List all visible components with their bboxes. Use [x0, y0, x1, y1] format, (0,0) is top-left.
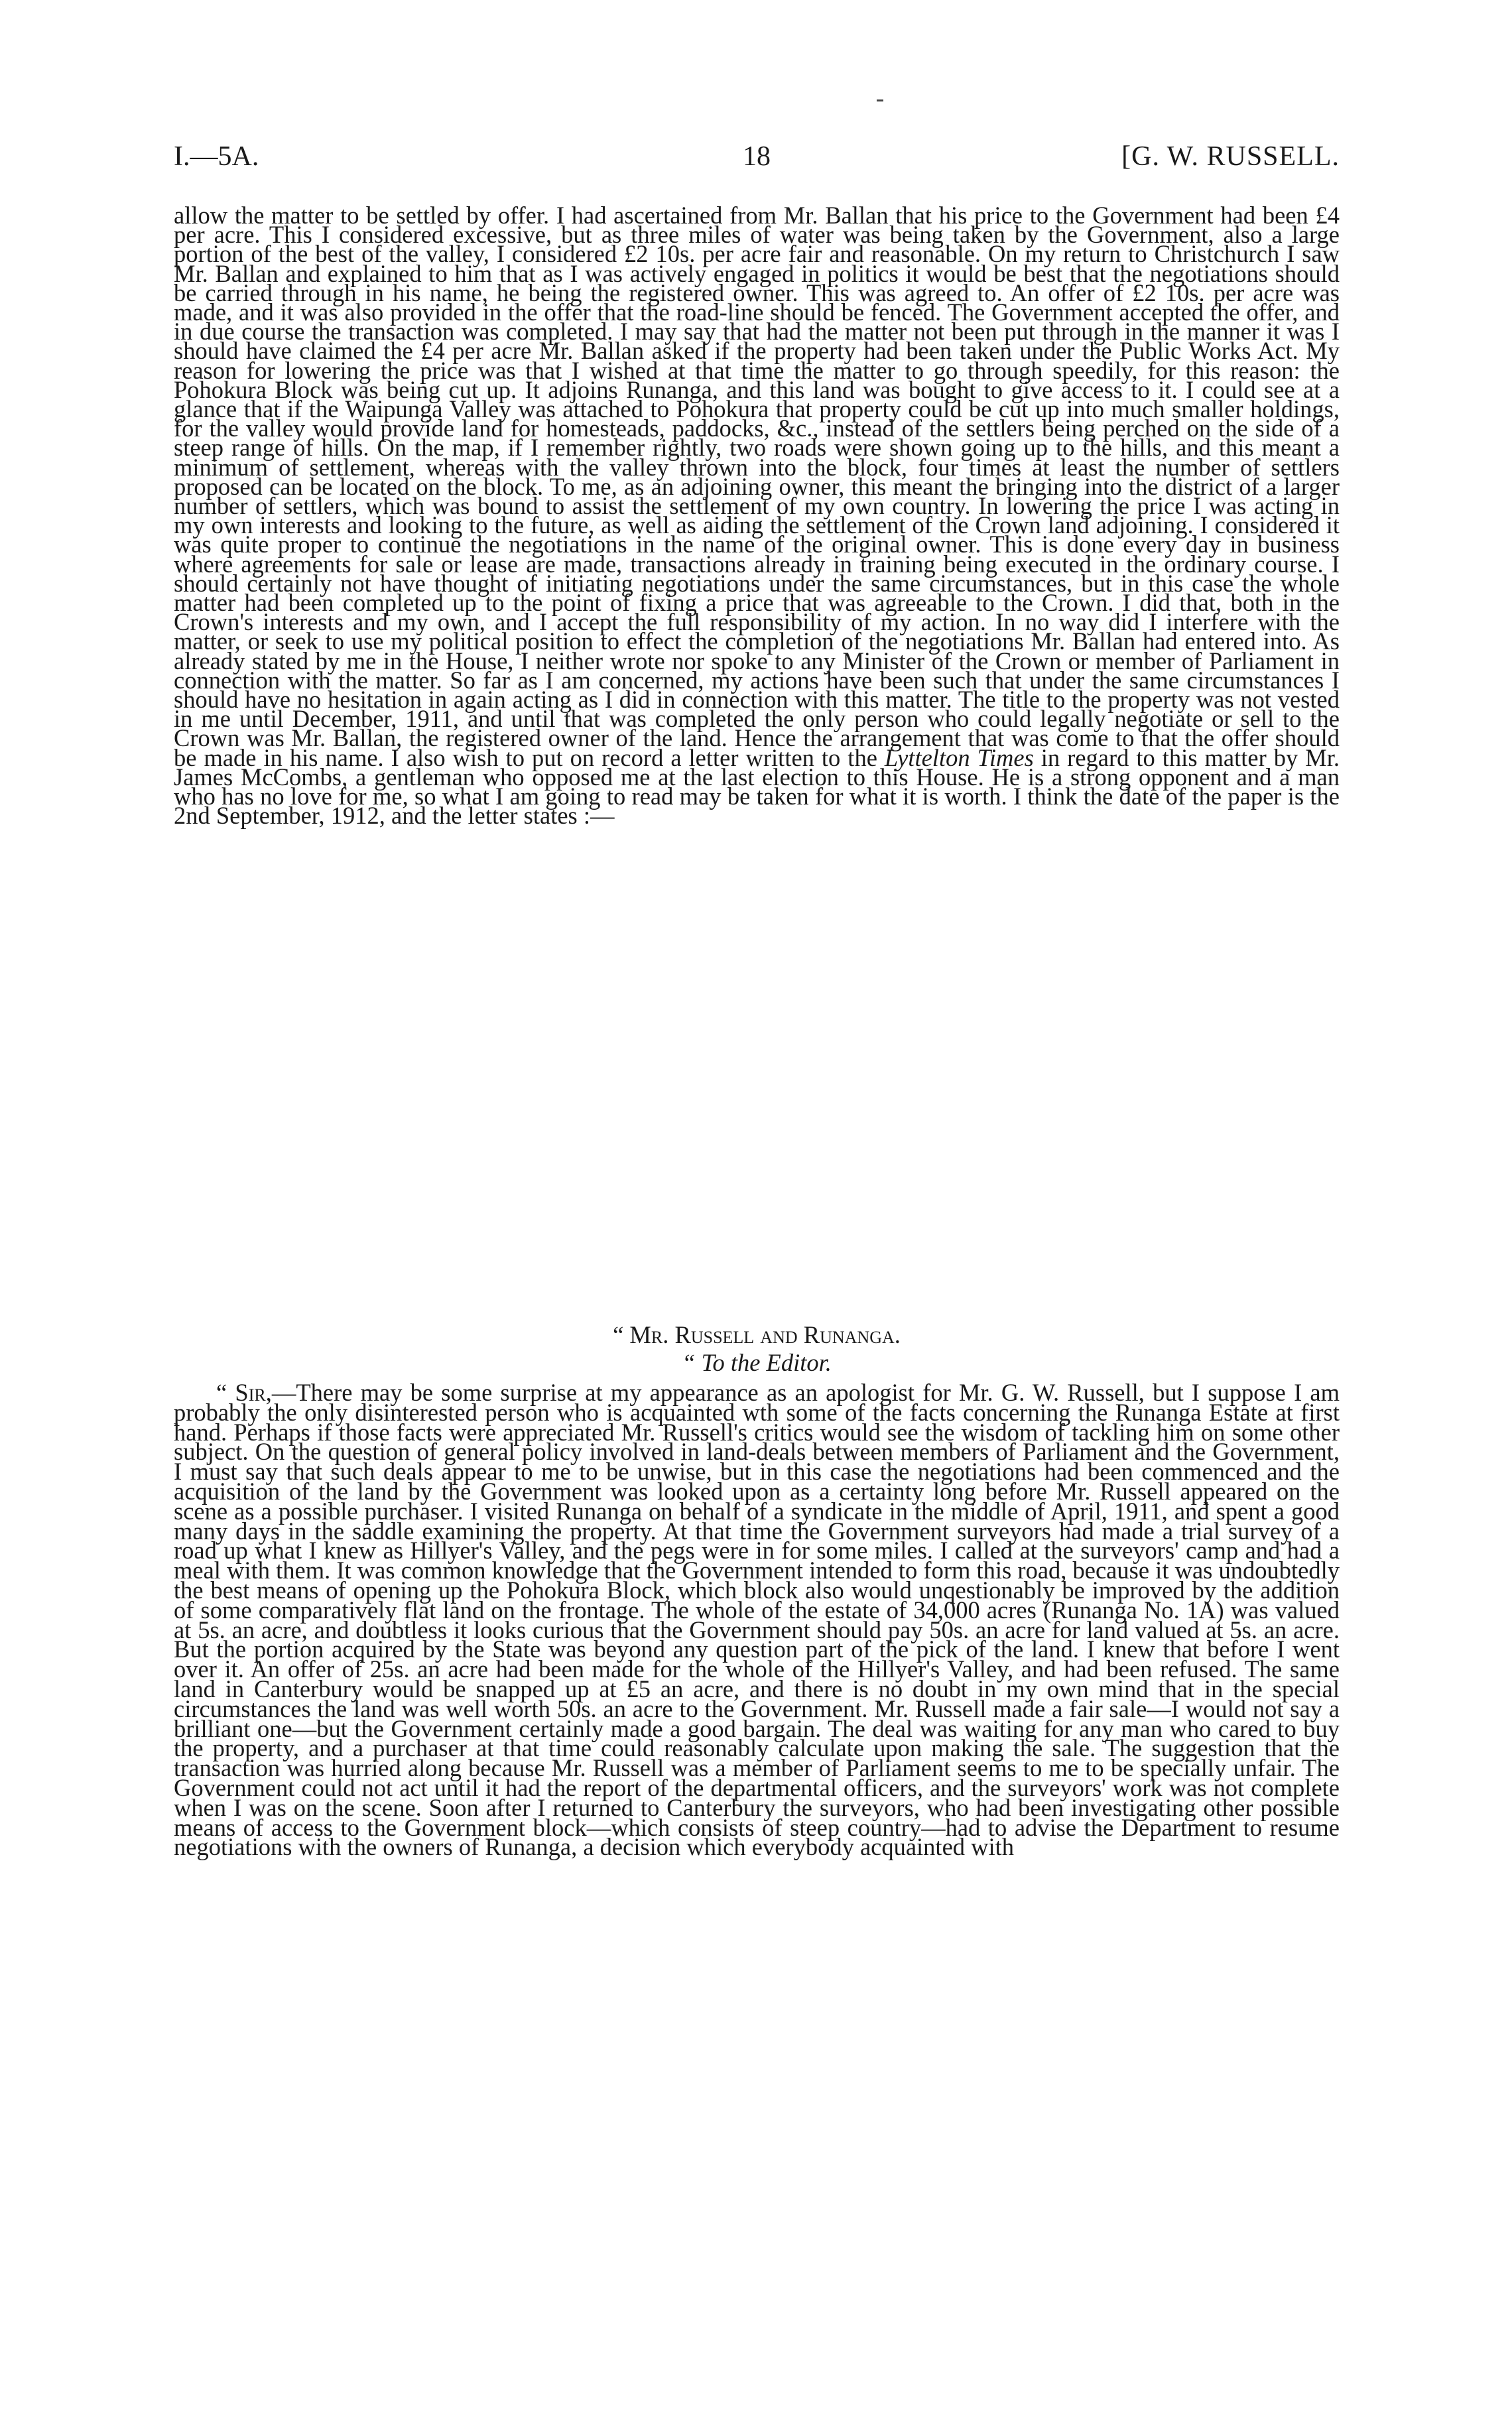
- letter-text: —There may be some surprise at my appearance as an apologist for Mr. G. W. Russell, but I suppose I am probably the only disinterested person who is acquainted wth some of the facts concerning the Runanga Estate at first hand. Perhaps if those facts were appreciated Mr. Russell's critics would see the wisdom of tackling him on some other subject. On the question of general policy involved in land-deals between members of Parliament and the Government, I must say that such deals appear to me to be unwise, but in this case the negotiations had been commenced and the acquisition of the land by the Government was looked upon as a certainty long before Mr. Russell appeared on the scene as a possible purchaser. I visited Runanga on behalf of a syndicate in the middle of April, 1911, and spent a good many days in the saddle examining the property. At that time the Government surveyors had made a trial survey of a road up what I knew as Hillyer's Valley, and the pegs were in for some miles. I called at the surveyors' camp and had a meal with them. It was common knowledge that the Government intended to form this road, because it was undoubtedly the best means of opening up the Pohokura Block, which block also would unqestionably be improved by the addition of some comparatively flat land on the frontage. The whole of the estate of 34,000 acres (Runanga No. 1A) was valued at 5s. an acre, and doubtless it looks curious that the Government should pay 50s. an acre for land valued at 5s. an acre. But the portion acquired by the State was beyond any question part of the pick of the land. I knew that before I went over it. An offer of 25s. an acre had been made for the whole of the Hillyer's Valley, and had been refused. The same land in Canterbury would be snapped up at £5 an acre, and there is no doubt in my own mind that in the special circumstances the land was well worth 50s. an acre to the Government. Mr. Russell made a fair sale—I would not say a brilliant one—but the Government certainly made a good bargain. The deal was waiting for any man who cared to buy the property, and a purchaser at that time could reasonably calculate upon making the sale. The suggestion that the transaction was hurried along because Mr. Russell was a member of Parliament seems to me to be specially unfair. The Government could not act until it had the report of the departmental officers, and the surveyors' work was not complete when I was on the scene. Soon after I returned to Canterbury the surveyors, who had been investigating other possible means of access to the Government block—which consists of steep country—had to advise the Department to resume negotiations with the owners of Runanga, a decision which everybody acquainted with: [174, 1379, 1340, 1861]
- letter-subtitle: “ To the Editor.: [682, 1349, 832, 1376]
- paragraph-text-b: in regard to this matter by Mr. James McCombs, a gentleman who opposed me at the last election to this House. He is a strong opponent and a man who has no love for me, so what I am going to read may be taken for what it is worth. I think the date of the paper is the 2nd September, 1912, and the letter states :—: [174, 743, 1340, 830]
- testimony-paragraph: [174, 202, 1340, 830]
- scan-mark: [877, 99, 883, 101]
- letter-paragraph: [174, 1379, 1340, 1861]
- letter-body: [174, 1379, 1340, 1861]
- document-reference: I.—5A.: [174, 141, 259, 172]
- letter-salutation: “ Sir,: [216, 1379, 272, 1406]
- speaker-name: [G. W. RUSSELL.: [1121, 141, 1340, 172]
- testimony-body: [174, 202, 1340, 830]
- page-number: 18: [743, 141, 771, 172]
- newspaper-name: Lyttelton Times: [884, 743, 1034, 771]
- page-header: [174, 141, 1340, 180]
- letter-title: “ Mr. Russell and Runanga.: [613, 1321, 901, 1348]
- paragraph-text-a: allow the matter to be settled by offer. I had ascertained from Mr. Ballan that his price to the Government had been £4 per acre. This I considered excessive, but as three miles of water was being taken by the Government, also a large portion of the best of the valley, I considered £2 10s. per acre fair and reasonable. On my return to Christchurch I saw Mr. Ballan and explained to him that as I was actively engaged in politics it would be best that the negotiations should be carried through in his name, he being the registered owner. This was agreed to. An offer of £2 10s. per acre was made, and it was also provided in the offer that the road-line should be fenced. The Government accepted the offer, and in due course the transaction was completed. I may say that had the matter not been put through in the manner it was I should have claimed the £4 per acre Mr. Ballan asked if the property had been taken under the Public Works Act. My reason for lowering the price was that I wished at that time the matter to go through speedily, for this reason: the Pohokura Block was being cut up. It adjoins Runanga, and this land was bought to give access to it. I could see at a glance that if the Waipunga Valley was attached to Pohokura that property could be cut up into much smaller holdings, for the valley would provide land for homesteads, paddocks, &c., instead of the settlers being perched on the side of a steep range of hills. On the map, if I remember rightly, two roads were shown going up to the hills, and this meant a minimum of settlement, whereas with the valley thrown into the block, four times at least the number of settlers proposed can be located on the block. To me, as an adjoining owner, this meant the bringing into the district of a larger number of settlers, which was bound to assist the settlement of my own country. In lowering the price I was acting in my own interests and looking to the future, as well as aiding the settlement of the Crown land adjoining. I considered it was quite proper to continue the negotiations in the name of the original owner. This is done every day in business where agreements for sale or lease are made, transactions already in training being executed in the ordinary course. I should certainly not have thought of initiating negotiations under the same circumstances, but in this case the whole matter had been completed up to the point of fixing a price that was agreeable to the Crown. I did that, both in the Crown's interests and my own, and I accept the full responsibility of my action. In no way did I interfere with the matter, or seek to use my political position to effect the completion of the negotiations Mr. Ballan had entered into. As already stated by me in the House, I neither wrote nor spoke to any Minister of the Crown or member of Parliament in connection with the matter. So far as I am concerned, my actions have been such that under the same circumstances I should have no hesitation in again acting as I did in connection with this matter. The title to the property was not vested in me until December, 1911, and until that was completed the only person who could legally negotiate or sell to the Crown was Mr. Ballan, the registered owner of the land. Hence the arrangement that was come to that the offer should be made in his name. I also wish to put on record a letter written to the: [174, 202, 1340, 771]
